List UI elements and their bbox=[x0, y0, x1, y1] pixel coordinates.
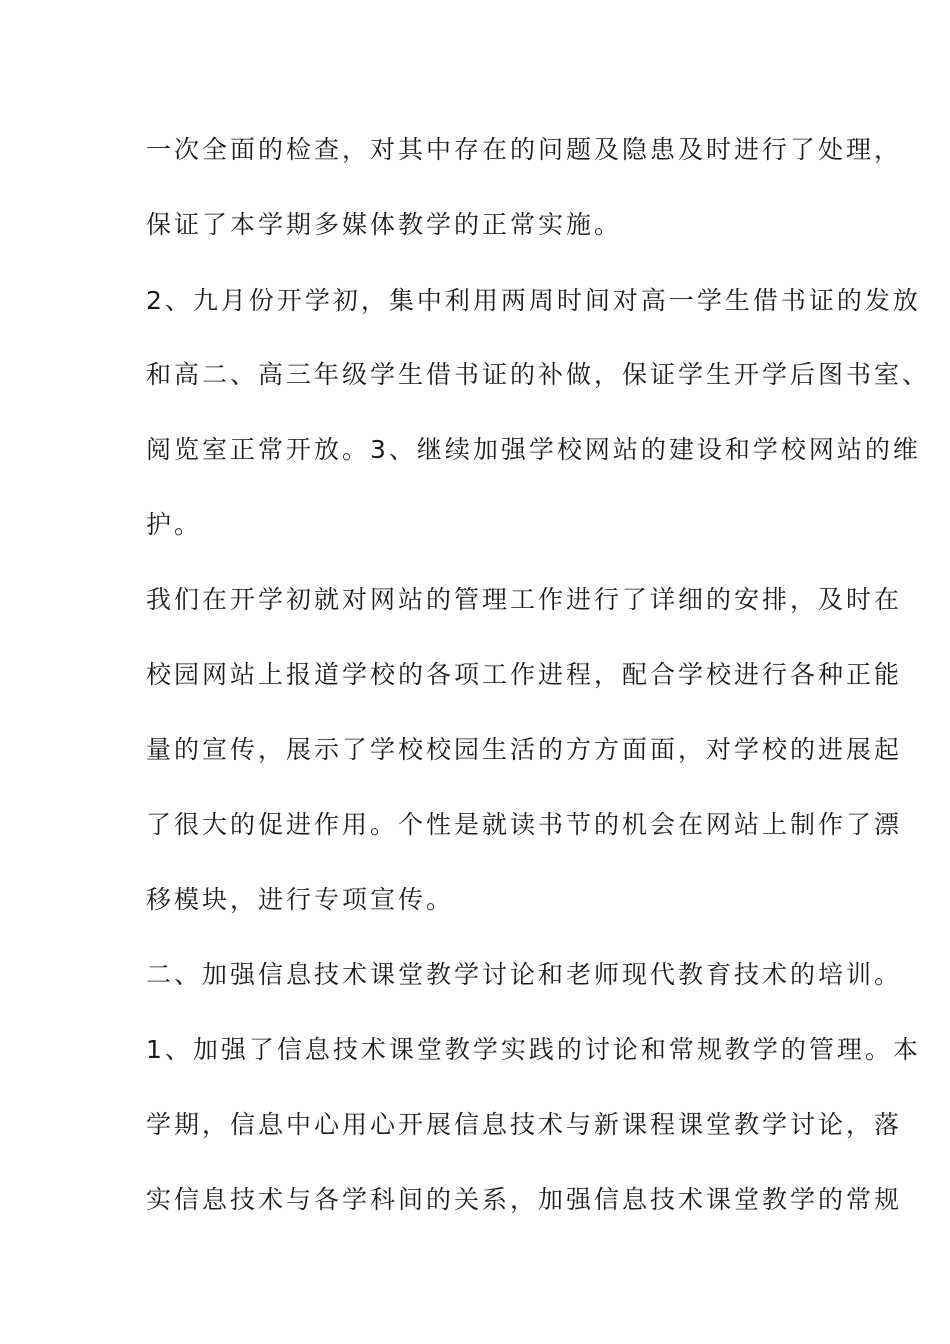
text-line-9: 量的宣传，展示了学校校园生活的方方面面，对学校的进展起 bbox=[146, 735, 903, 764]
text-line-13: 1、加强了信息技术课堂教学实践的讨论和常规教学的管理。本 bbox=[146, 1035, 921, 1064]
text-line-14: 学期，信息中心用心开展信息技术与新课程课堂教学讨论，落 bbox=[146, 1110, 903, 1139]
text-line-15: 实信息技术与各学科间的关系，加强信息技术课堂教学的常规 bbox=[146, 1185, 903, 1214]
text-line-6: 护。 bbox=[146, 510, 203, 539]
text-line-3: 2、九月份开学初，集中利用两周时间对高一学生借书证的发放 bbox=[146, 286, 921, 315]
text-line-4: 和高二、高三年级学生借书证的补做，保证学生开学后图书室、 bbox=[146, 360, 931, 389]
text-line-5: 阅览室正常开放。3、继续加强学校网站的建设和学校网站的维 bbox=[146, 435, 921, 464]
text-line-12: 二、加强信息技术课堂教学讨论和老师现代教育技术的培训。 bbox=[146, 960, 903, 989]
text-line-2: 保证了本学期多媒体教学的正常实施。 bbox=[146, 210, 623, 239]
text-line-11: 移模块，进行专项宣传。 bbox=[146, 885, 455, 914]
text-line-10: 了很大的促进作用。个性是就读书节的机会在网站上制作了漂 bbox=[146, 810, 903, 839]
text-line-1: 一次全面的检查，对其中存在的问题及隐患及时进行了处理， bbox=[146, 135, 903, 164]
text-line-8: 校园网站上报道学校的各项工作进程，配合学校进行各种正能 bbox=[146, 660, 903, 689]
text-line-7: 我们在开学初就对网站的管理工作进行了详细的安排，及时在 bbox=[146, 585, 903, 614]
